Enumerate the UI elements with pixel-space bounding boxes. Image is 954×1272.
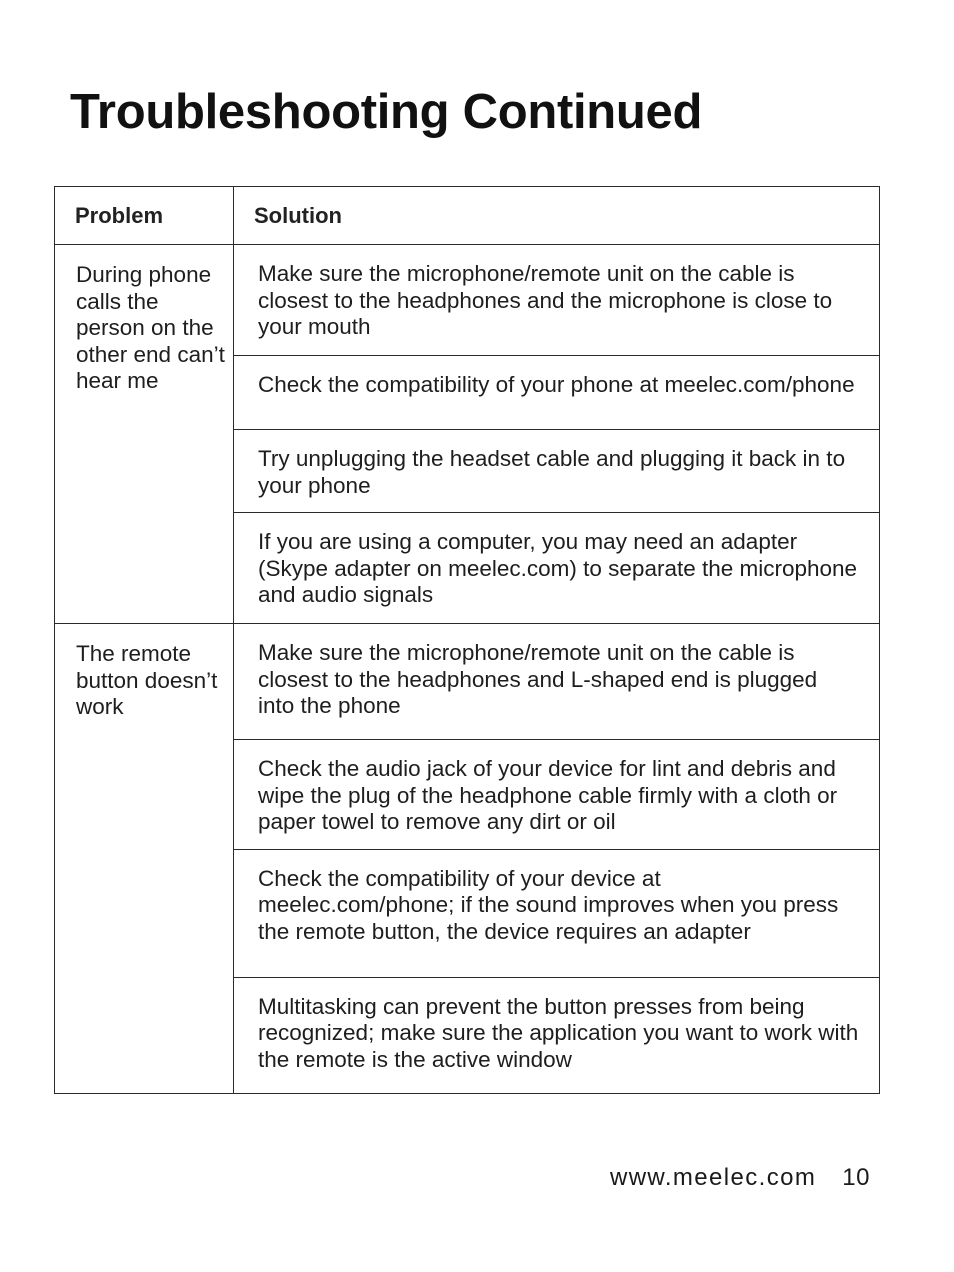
page-number: 10	[842, 1164, 870, 1191]
table-header-row	[55, 187, 880, 245]
solution-column-header: Solution	[234, 187, 880, 245]
solution-cell: Multitasking can prevent the button presses from being recognized; make sure the application you want to work with the remote is the active window	[234, 977, 880, 1093]
table-row	[55, 245, 880, 356]
troubleshooting-table-container	[54, 186, 879, 1094]
problem-column-header: Problem	[55, 187, 234, 245]
solution-cell: Try unplugging the headset cable and plugging it back in to your phone	[234, 430, 880, 513]
solution-cell: Check the audio jack of your device for lint and debris and wipe the plug of the headphone cable firmly with a cloth or paper towel to remove any dirt or oil	[234, 740, 880, 850]
troubleshooting-table	[54, 186, 880, 1094]
solution-cell: Check the compatibility of your device at meelec.com/phone; if the sound improves when you press the remote button, the device requires an adapter	[234, 849, 880, 977]
page-title: Troubleshooting Continued	[70, 85, 703, 139]
solution-cell: Check the compatibility of your phone at meelec.com/phone	[234, 356, 880, 430]
solution-cell: Make sure the microphone/remote unit on the cable is closest to the headphones and L-shaped end is plugged into the phone	[234, 624, 880, 740]
problem-cell: The remote button doesn’t work	[55, 624, 234, 1094]
page-footer	[610, 1164, 870, 1192]
footer-website-link[interactable]: www.meelec.com	[609, 1164, 817, 1191]
table-row	[55, 624, 880, 740]
solution-cell: Make sure the microphone/remote unit on the cable is closest to the headphones and the microphone is close to your mouth	[234, 245, 880, 356]
problem-cell: During phone calls the person on the other end can’t hear me	[55, 245, 234, 624]
solution-cell: If you are using a computer, you may need an adapter (Skype adapter on meelec.com) to separate the microphone and audio signals	[234, 513, 880, 624]
